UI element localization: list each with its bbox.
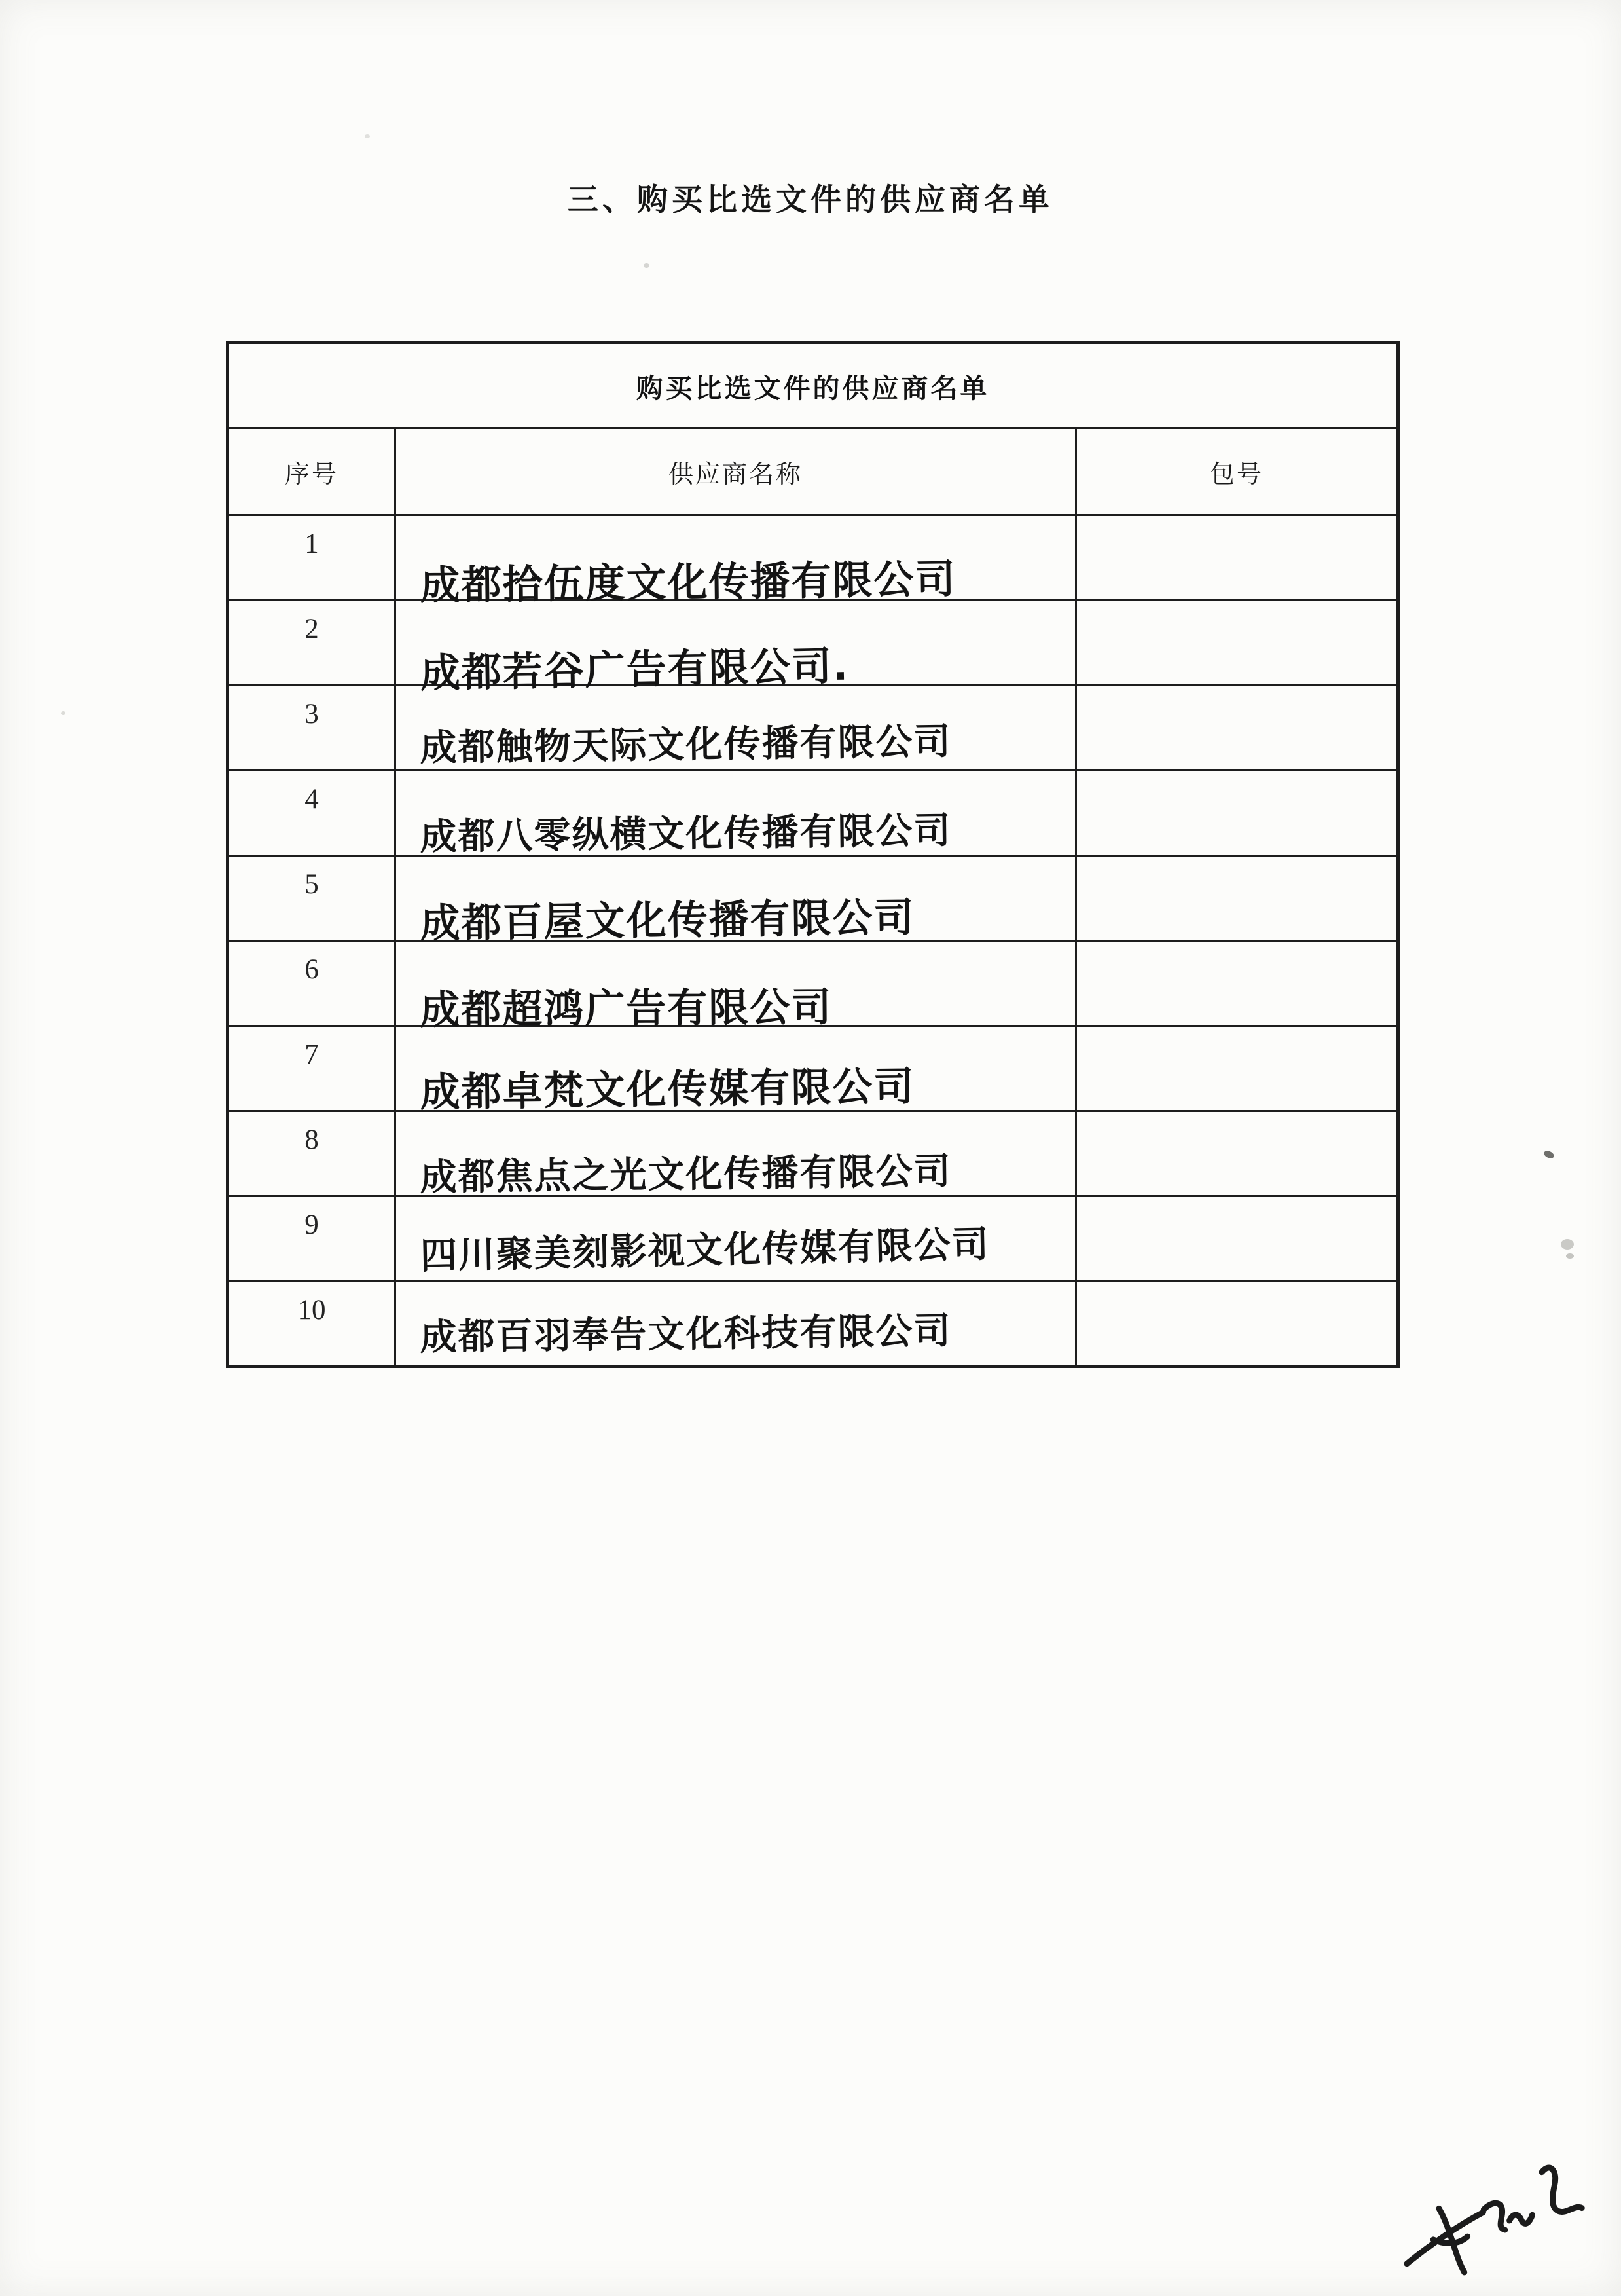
handwritten-signature [1388,2161,1604,2286]
scan-speck [1543,1149,1556,1160]
package-cell [1076,1026,1398,1111]
row-index: 5 [228,856,395,941]
supplier-name-handwritten: 四川聚美刻影视文化传媒有限公司 [420,1223,991,1278]
row-index: 8 [228,1111,395,1196]
package-cell [1076,686,1398,771]
package-cell [1076,601,1398,686]
supplier-name-handwritten: 成都触物天际文化传播有限公司 [420,720,952,769]
package-cell [1076,856,1398,941]
supplier-name-handwritten: 成都八零纵横文化传播有限公司 [420,809,952,859]
scan-speck [365,134,370,138]
column-header-supplier: 供应商名称 [395,428,1076,515]
scan-speck [61,711,65,715]
row-index: 3 [228,686,395,771]
supplier-name-handwritten: 成都百羽奉告文化科技有限公司 [420,1310,952,1359]
table-row [228,1282,1398,1367]
package-cell [1076,1196,1398,1282]
supplier-name-handwritten: 成都若谷广告有限公司. [420,642,850,697]
package-cell [1076,771,1398,856]
supplier-table [226,341,1400,1368]
package-cell [1076,1282,1398,1367]
table-row [228,941,1398,1026]
supplier-name-handwritten: 成都百屋文化传播有限公司 [420,894,915,947]
row-index: 9 [228,1196,395,1282]
supplier-name-handwritten: 成都超鸿广告有限公司 [420,984,833,1033]
table-header-row [228,428,1398,515]
table-row [228,601,1398,686]
column-header-package: 包号 [1076,428,1398,515]
scan-speck [644,263,649,268]
table-row [228,1196,1398,1282]
table-row [228,771,1398,856]
row-index: 2 [228,601,395,686]
table-row [228,1111,1398,1196]
row-index: 4 [228,771,395,856]
document-heading: 三、购买比选文件的供应商名单 [568,182,1053,218]
table-title: 购买比选文件的供应商名单 [228,343,1398,428]
supplier-name-handwritten: 成都拾伍度文化传播有限公司 [420,555,956,609]
table-row [228,515,1398,601]
column-header-index: 序号 [228,428,395,515]
row-index: 6 [228,941,395,1026]
table-row [228,856,1398,941]
supplier-name-handwritten: 成都焦点之光文化传播有限公司 [420,1150,952,1199]
supplier-name-handwritten: 成都卓梵文化传媒有限公司 [420,1063,915,1116]
row-index: 1 [228,515,395,601]
row-index: 7 [228,1026,395,1111]
table-title-row [228,343,1398,428]
package-cell [1076,515,1398,601]
scan-speck [1561,1239,1574,1250]
row-index: 10 [228,1282,395,1367]
package-cell [1076,941,1398,1026]
table-row [228,1026,1398,1111]
package-cell [1076,1111,1398,1196]
scan-speck [1566,1253,1574,1259]
table-row [228,686,1398,771]
